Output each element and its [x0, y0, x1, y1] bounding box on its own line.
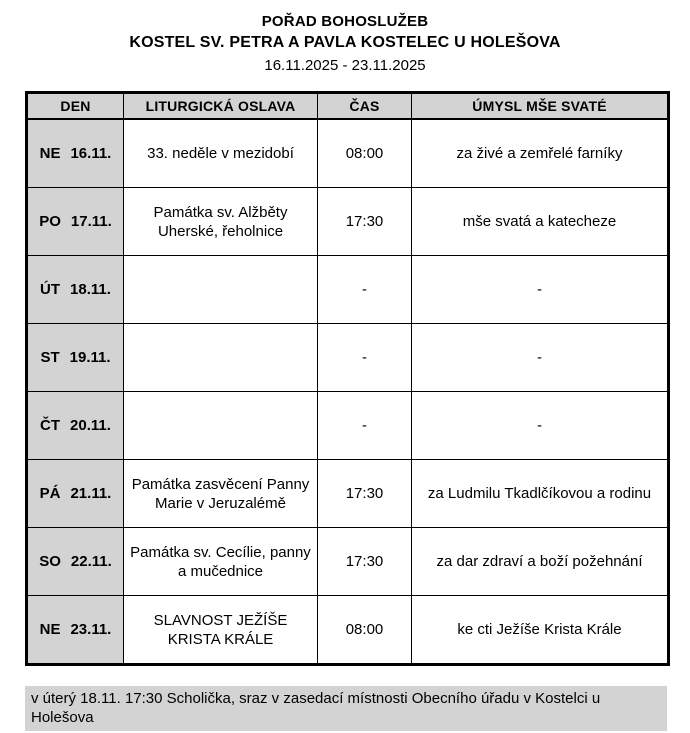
celebration-cell: Památka zasvěcení Panny Marie v Jeruzalémě	[124, 460, 318, 528]
intention-cell: za Ludmilu Tkadlčíkovou a rodinu	[412, 460, 669, 528]
footer-note: v úterý 18.11. 17:30 Scholička, sraz v zasedací místnosti Obecního úřadu v Kostelci u Holešova	[25, 686, 667, 731]
day-date: 20.11.	[70, 417, 111, 434]
day-cell	[27, 119, 124, 188]
time-cell: 17:30	[318, 188, 412, 256]
col-header-intention: ÚMYSL MŠE SVATÉ	[412, 93, 669, 120]
day-cell	[27, 596, 124, 665]
day-abbr: NE	[39, 145, 61, 162]
time-cell: 08:00	[318, 596, 412, 665]
intention-cell: -	[412, 392, 669, 460]
table-row	[27, 324, 669, 392]
intention-cell: -	[412, 256, 669, 324]
table-row	[27, 119, 669, 188]
day-cell	[27, 392, 124, 460]
day-date: 21.11.	[70, 485, 112, 502]
day-date: 22.11.	[70, 553, 112, 570]
celebration-cell	[124, 256, 318, 324]
celebration-cell: Památka sv. Alžběty Uherské, řeholnice	[124, 188, 318, 256]
day-date: 16.11.	[70, 145, 112, 162]
time-cell: -	[318, 392, 412, 460]
intention-cell: -	[412, 324, 669, 392]
day-date: 19.11.	[69, 349, 111, 366]
page-title: POŘAD BOHOSLUŽEB	[261, 13, 429, 30]
day-cell	[27, 460, 124, 528]
time-cell: 17:30	[318, 528, 412, 596]
day-date: 23.11.	[70, 621, 112, 638]
celebration-cell	[124, 324, 318, 392]
table-row	[27, 188, 669, 256]
day-date: 17.11.	[70, 213, 112, 230]
intention-cell: za dar zdraví a boží požehnání	[412, 528, 669, 596]
time-cell: -	[318, 256, 412, 324]
table-row	[27, 460, 669, 528]
day-abbr: PO	[39, 213, 61, 230]
col-header-celebration: LITURGICKÁ OSLAVA	[124, 93, 318, 120]
intention-cell: ke cti Ježíše Krista Krále	[412, 596, 669, 665]
col-header-day: DEN	[27, 93, 124, 120]
date-range: 16.11.2025 - 23.11.2025	[264, 57, 426, 74]
day-cell	[27, 256, 124, 324]
celebration-cell	[124, 392, 318, 460]
time-cell: 08:00	[318, 119, 412, 188]
table-row	[27, 596, 669, 665]
time-cell: 17:30	[318, 460, 412, 528]
day-abbr: ST	[40, 349, 60, 366]
day-abbr: ÚT	[40, 281, 61, 298]
col-header-time: ČAS	[318, 93, 412, 120]
day-date: 18.11.	[70, 281, 111, 298]
celebration-cell: 33. neděle v mezidobí	[124, 119, 318, 188]
day-abbr: SO	[39, 553, 61, 570]
day-cell	[27, 324, 124, 392]
celebration-cell: Památka sv. Cecílie, panny a mučednice	[124, 528, 318, 596]
day-abbr: NE	[39, 621, 61, 638]
celebration-cell: SLAVNOST JEŽÍŠE KRISTA KRÁLE	[124, 596, 318, 665]
day-cell	[27, 188, 124, 256]
day-abbr: PÁ	[39, 485, 61, 502]
intention-cell: mše svatá a katecheze	[412, 188, 669, 256]
table-row	[27, 528, 669, 596]
table-row	[27, 392, 669, 460]
page-subtitle: KOSTEL SV. PETRA A PAVLA KOSTELEC U HOLEŠOVA	[129, 34, 561, 51]
table-row	[27, 256, 669, 324]
schedule-table	[25, 91, 670, 666]
day-abbr: ČT	[40, 417, 61, 434]
day-cell	[27, 528, 124, 596]
header-block	[0, 0, 690, 74]
intention-cell: za živé a zemřelé farníky	[412, 119, 669, 188]
time-cell: -	[318, 324, 412, 392]
table-header-row	[27, 93, 669, 120]
